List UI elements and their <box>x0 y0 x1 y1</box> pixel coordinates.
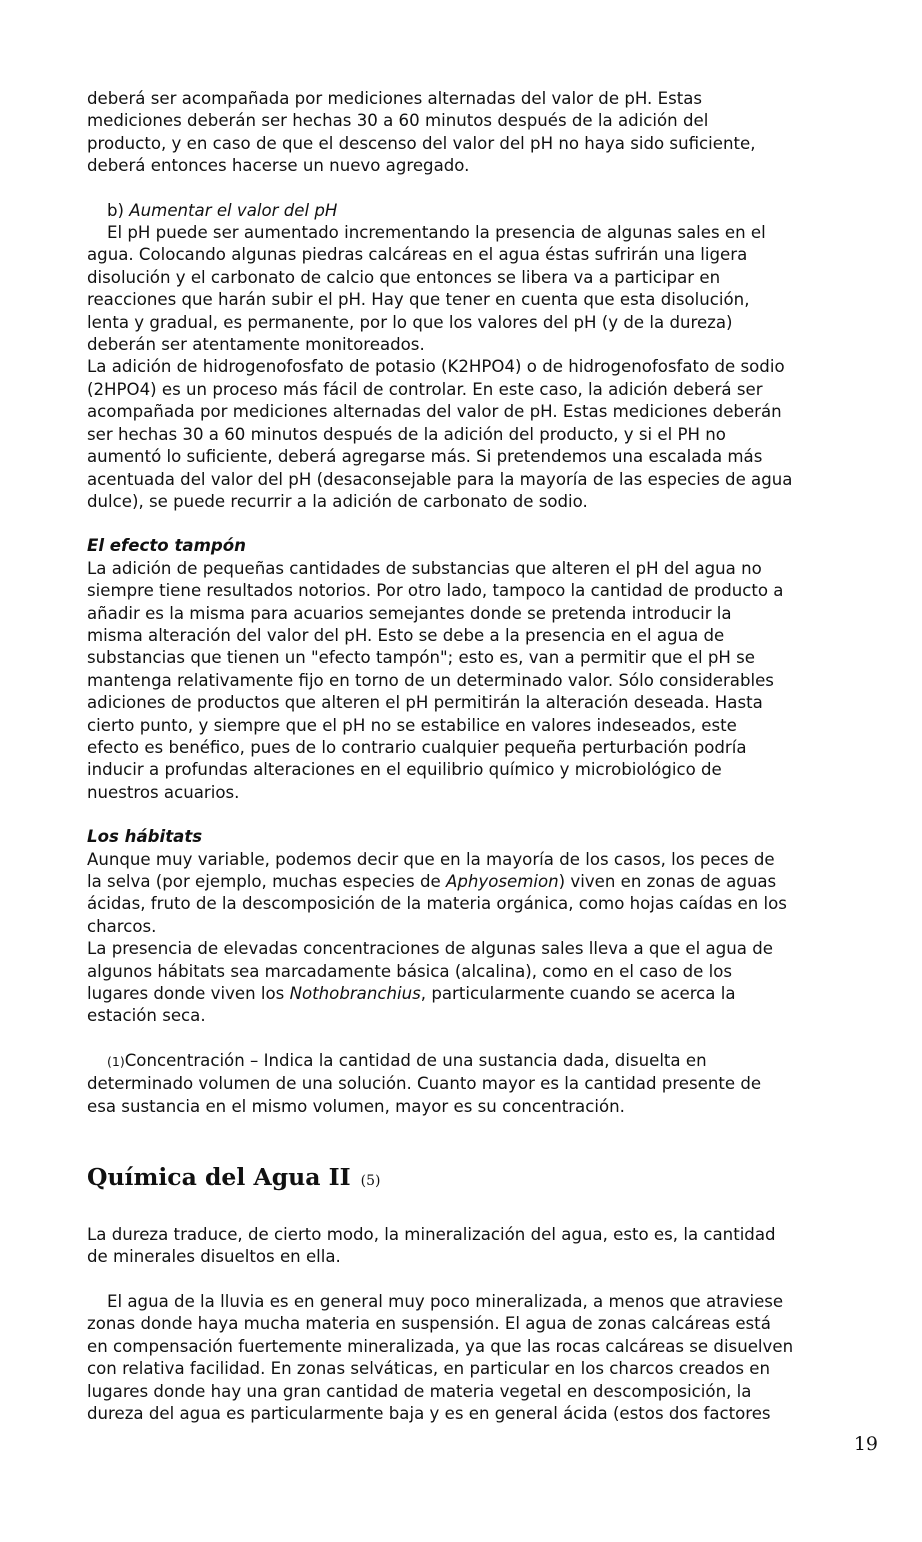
paragraph-rain-water: zonas donde haya mucha materia en suspensión. El agua de zonas calcáreas está en compensación fuertemente mineralizada, ya que las rocas calcáreas se disuelven con relativa facilidad. En zonas selváticas, en particular en los charcos creados en lugares donde hay una gran cantidad de materia vegetal en descomposición, la dureza del agua es particularmente baja y es en general ácida (estos dos factores <box>87 1314 794 1423</box>
subsection-title: Aumentar el valor del pH <box>129 200 338 220</box>
paragraph-phosphate: La adición de hidrogenofosfato de potasio (K2HPO4) o de hidrogenofosfato de sodio (2HPO4) es un proceso más fácil de controlar. En este caso, la adición deberá ser acompañada por mediciones alternadas del valor de pH. Estas mediciones deberán ser hechas 30 a 60 minutos después de la adición del producto, y si el PH no aumentó lo suficiente, deberá agregarse más. Si pretendemos una escalada más acentuada del valor del pH (desaconsejable para la mayoría de las especies de agua dulce), se puede recurrir a la adición de carbonato de sodio. <box>87 357 793 511</box>
section-reference: (5) <box>360 1173 381 1190</box>
paragraph-hardness: La dureza traduce, de cierto modo, la mineralización del agua, esto es, la cantidad de minerales disueltos en ella. <box>87 1225 776 1267</box>
paragraph-increase-ph: agua. Colocando algunas piedras calcáreas en el agua éstas sufrirán una ligera disolución y el carbonato de calcio que entonces se libera va a participar en reacciones que harán subir el pH. Hay que tener en cuenta que esta disolución, lenta y gradual, es permanente, por lo que los valores del pH (y de la dureza) deberán ser atentamente monitoreados. <box>87 245 750 355</box>
page-content <box>87 88 877 1425</box>
paragraph-increase-ph-first-line: El pH puede ser aumentado incrementando la presencia de algunas sales en el <box>107 223 766 243</box>
subsection-label: b) <box>107 200 130 220</box>
page-number: 19 <box>853 1433 878 1455</box>
footnote-first-line: (1)Concentración – Indica la cantidad de una sustancia dada, disuelta en <box>107 1050 707 1070</box>
footnote-marker: (1) <box>107 1053 125 1069</box>
species-name: Aphyosemion <box>445 872 559 891</box>
species-name: Nothobranchius <box>289 984 421 1004</box>
paragraph-habitats-acid: Aunque muy variable, podemos decir que en la mayoría de los casos, los peces de la selva (por ejemplo, muchas especies de Aphyosemion) viven en zonas de aguas ácidas, fruto de la descomposición de la materia orgánica, como hojas caídas en los charcos. <box>87 849 787 936</box>
heading-buffer-effect: El efecto tampón <box>87 536 246 556</box>
paragraph-ph-monitoring: deberá ser acompañada por mediciones alternadas del valor de pH. Estas mediciones deberán ser hechas 30 a 60 minutos después de la adición del producto, y en caso de que el descenso del valor del pH no haya sido suficiente, deberá entonces hacerse un nuevo agregado. <box>87 89 756 176</box>
paragraph-rain-water-first-line: El agua de la lluvia es en general muy poco mineralizada, a menos que atraviese <box>107 1291 784 1311</box>
footnote-text: determinado volumen de una solución. Cuanto mayor es la cantidad presente de esa sustancia en el mismo volumen, mayor es su concentración. <box>87 1074 762 1116</box>
paragraph-buffer-effect: La adición de pequeñas cantidades de substancias que alteren el pH del agua no siempre tiene resultados notorios. Por otro lado, tampoco la cantidad de producto a añadir es la misma para acuarios semejantes donde se pretenda introducir la misma alteración del valor del pH. Esto se debe a la presencia en el agua de substancias que tienen un "efecto tampón"; esto es, van a permitir que el pH se mantenga relativamente fijo en torno de un determinado valor. Sólo considerables adiciones de productos que alteren el pH permitirán la alteración deseada. Hasta cierto punto, y siempre que el pH no se estabilice en valores indeseados, este efecto es benéfico, pues de lo contrario cualquier pequeña perturbación podría inducir a profundas alteraciones en el equilibrio químico y microbiológico de nuestros acuarios. <box>87 558 784 802</box>
heading-habitats: Los hábitats <box>87 827 203 847</box>
section-title: Química del Agua II (5) <box>87 1163 381 1192</box>
subsection-b-heading <box>87 200 877 222</box>
paragraph-habitats-alkaline: La presencia de elevadas concentraciones de algunas sales lleva a que el agua de algunos hábitats sea marcadamente básica (alcalina), como en el caso de los lugares donde viven los Nothobranchius, particularmente cuando se acerca la estación seca. <box>87 939 773 1026</box>
